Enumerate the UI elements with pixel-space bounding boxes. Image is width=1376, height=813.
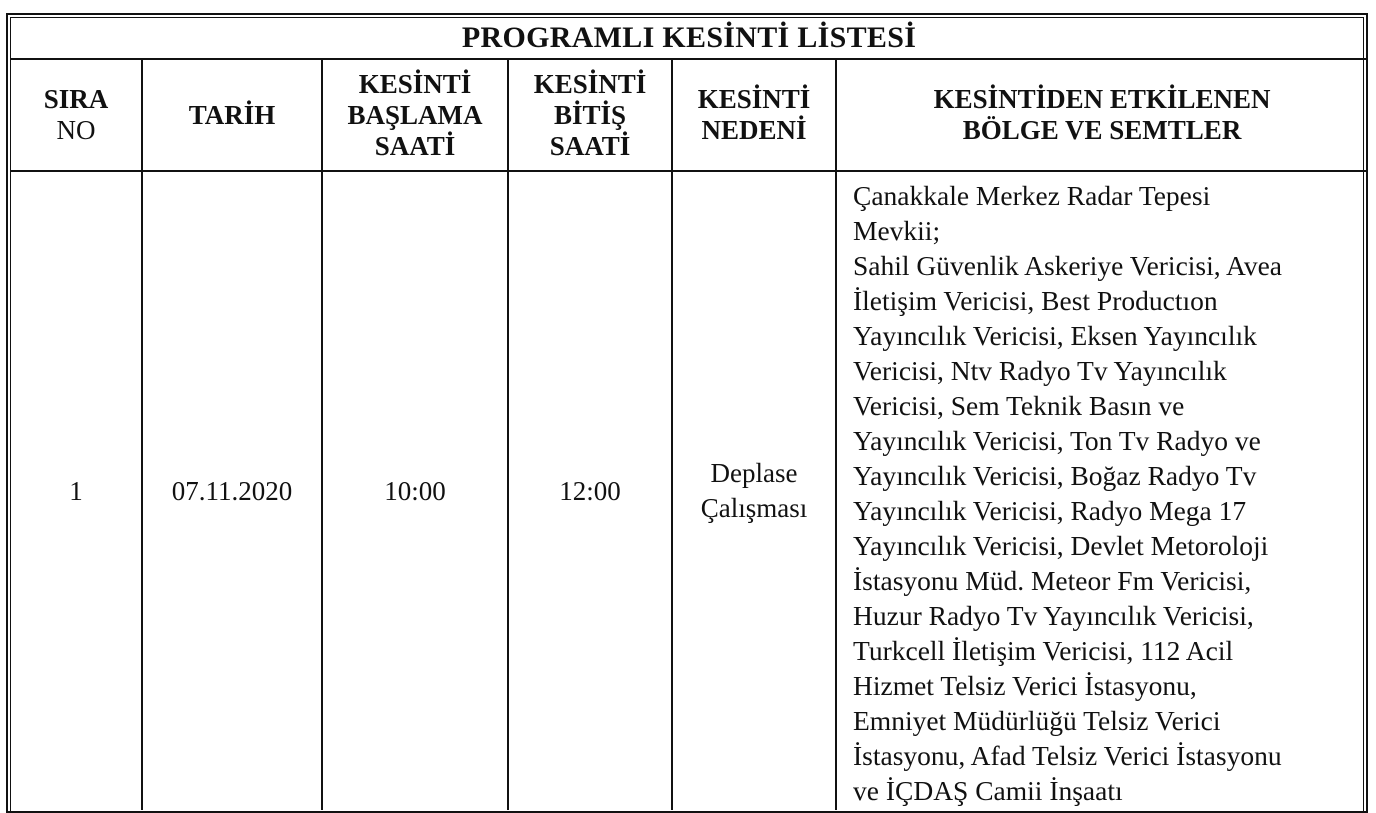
cell-etkilenen-bolgeler (836, 171, 1367, 810)
header-kesinti-nedeni (672, 59, 836, 171)
header-baslama-saati (322, 59, 508, 171)
region-line: Yayıncılık Vericisi, Eksen Yayıncılık (853, 320, 1257, 351)
region-line: Huzur Radyo Tv Yayıncılık Vericisi, (853, 600, 1254, 631)
header-baslama-line3: SAATİ (374, 130, 456, 161)
region-line: Yayıncılık Vericisi, Radyo Mega 17 (853, 495, 1247, 526)
header-row (11, 59, 1367, 171)
document-sheet (6, 13, 1368, 813)
region-line: İstasyonu, Afad Telsiz Verici İstasyonu (853, 740, 1282, 771)
region-line: Turkcell İletişim Vericisi, 112 Acil (853, 635, 1234, 666)
region-line: ve İÇDAŞ Camii İnşaatı (853, 775, 1123, 806)
title-row (11, 18, 1367, 59)
header-sira-no-line1: SIRA (43, 84, 109, 114)
region-line: İstasyonu Müd. Meteor Fm Vericisi, (853, 565, 1252, 596)
header-tarih (142, 59, 322, 171)
region-line: Vericisi, Sem Teknik Basın ve (853, 390, 1185, 421)
region-line: Vericisi, Ntv Radyo Tv Yayıncılık (853, 355, 1227, 386)
region-line: Yayıncılık Vericisi, Ton Tv Radyo ve (853, 425, 1261, 456)
region-line: Yayıncılık Vericisi, Devlet Metoroloji (853, 530, 1269, 561)
region-line: Yayıncılık Vericisi, Boğaz Radyo Tv (853, 460, 1257, 491)
cell-kesinti-nedeni (672, 171, 836, 810)
cell-neden-line2: Çalışması (700, 493, 808, 523)
header-bolge-line2: BÖLGE VE SEMTLER (962, 115, 1242, 145)
table-frame (10, 17, 1364, 811)
cell-tarih: 07.11.2020 (142, 171, 322, 810)
header-bitis-line1: KESİNTİ (533, 68, 647, 99)
header-etkilenen-bolgeler (836, 59, 1367, 171)
header-bolge-line1: KESİNTİDEN ETKİLENEN (933, 84, 1271, 114)
outage-table (11, 18, 1367, 810)
header-neden-line2: NEDENİ (701, 115, 807, 145)
header-neden-line1: KESİNTİ (697, 84, 811, 114)
region-line: Mevkii; (853, 215, 941, 246)
cell-baslama-saati: 10:00 (322, 171, 508, 810)
table-title: PROGRAMLI KESİNTİ LİSTESİ (11, 18, 1367, 59)
region-line: Çanakkale Merkez Radar Tepesi (853, 180, 1211, 211)
region-line: Sahil Güvenlik Askeriye Vericisi, Avea (853, 250, 1282, 281)
header-tarih-line1: TARİH (188, 99, 276, 130)
header-bitis-line3: SAATİ (549, 130, 631, 161)
header-bitis-line2: BİTİŞ (553, 99, 627, 130)
region-line: Hizmet Telsiz Verici İstasyonu, (853, 670, 1197, 701)
region-line: Emniyet Müdürlüğü Telsiz Verici (853, 705, 1221, 736)
cell-neden-line1: Deplase (710, 458, 798, 488)
header-sira-no (11, 59, 142, 171)
region-line: İletişim Vericisi, Best Productıon (853, 285, 1218, 316)
table-row (11, 171, 1367, 810)
cell-bitis-saati: 12:00 (508, 171, 672, 810)
header-bitis-saati (508, 59, 672, 171)
header-baslama-line2: BAŞLAMA (347, 99, 483, 130)
header-baslama-line1: KESİNTİ (358, 68, 472, 99)
cell-sira-no: 1 (11, 171, 142, 810)
header-sira-no-line2: NO (56, 115, 96, 145)
